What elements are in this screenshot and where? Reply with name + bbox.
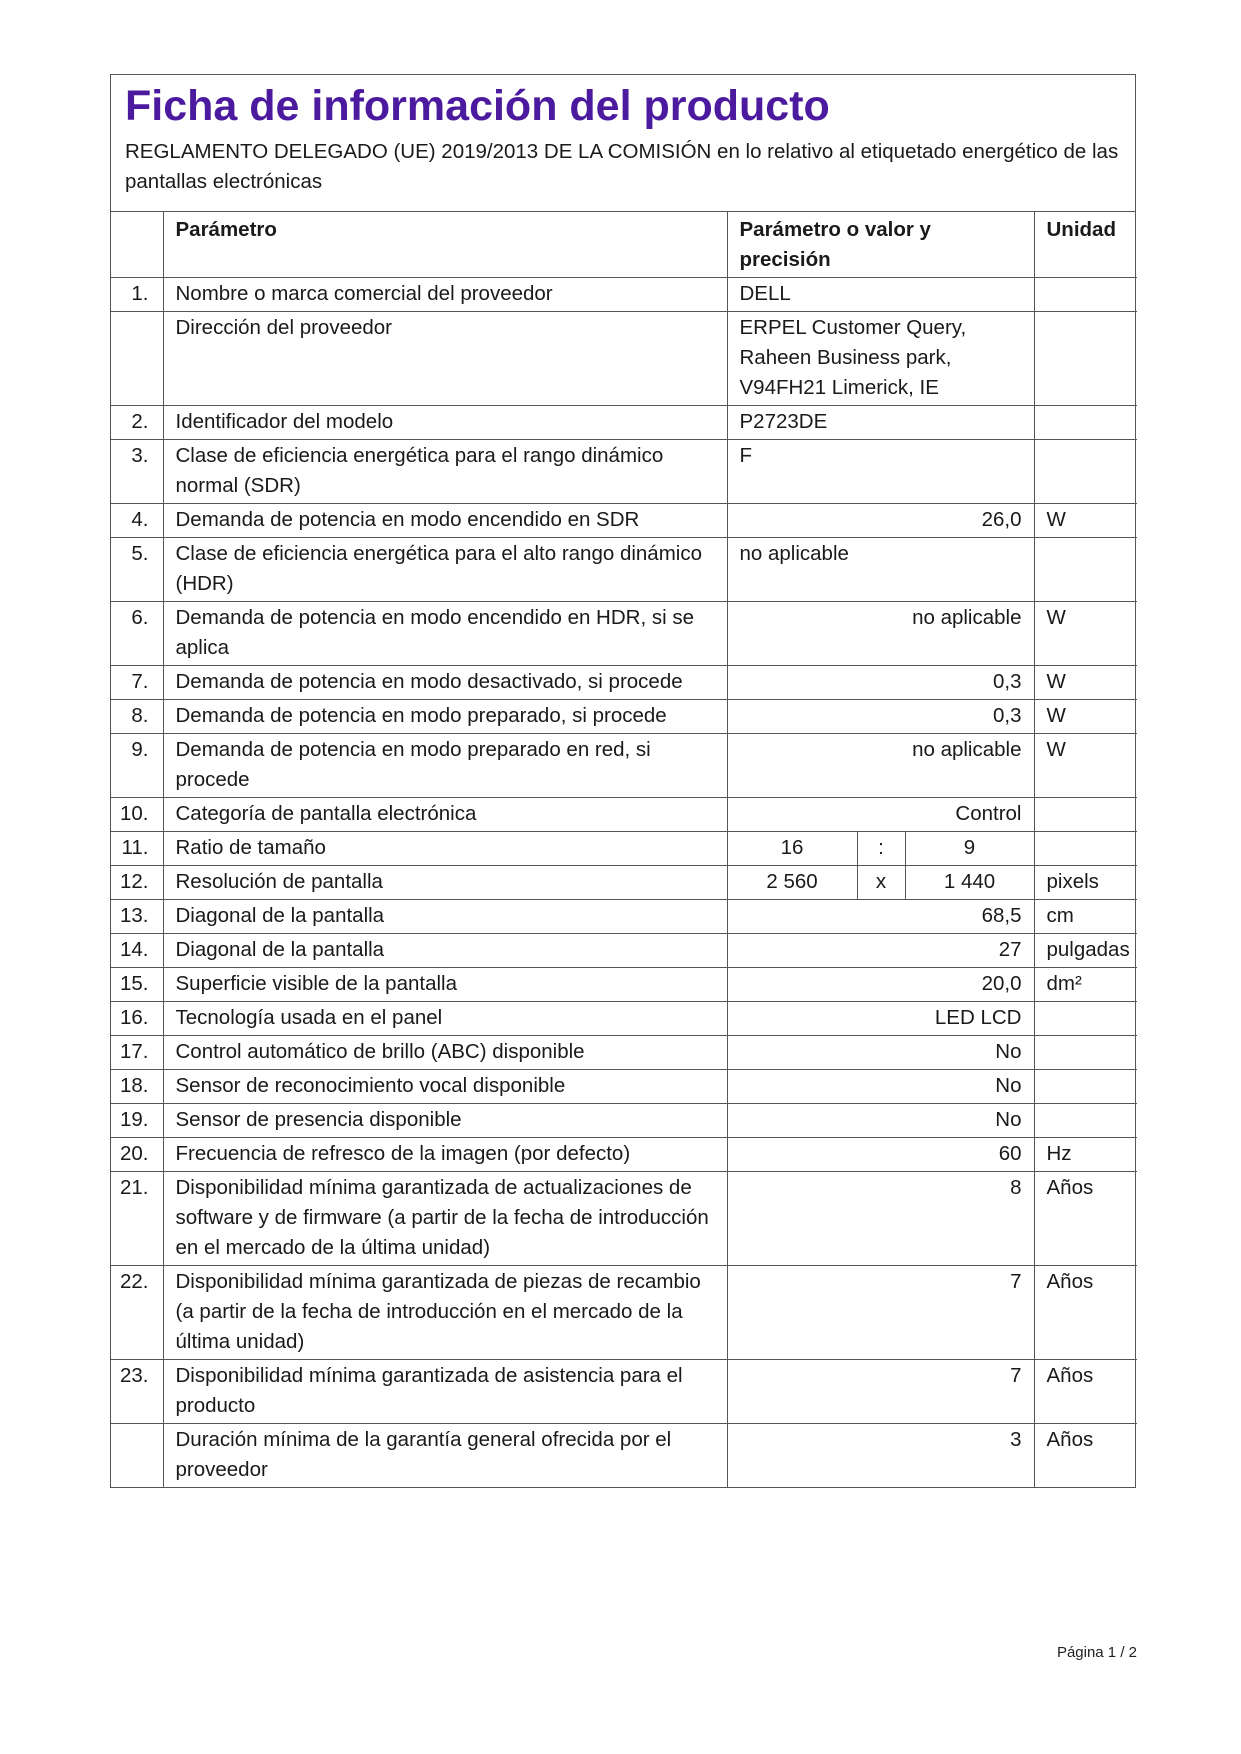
parameter-table xyxy=(111,212,1137,1487)
header-value: Parámetro o valor y precisión xyxy=(727,212,1034,278)
parameter-value: 3 xyxy=(727,1424,1034,1488)
table-row xyxy=(111,278,1137,312)
table-row xyxy=(111,968,1137,1002)
unit xyxy=(1034,312,1137,406)
unit: W xyxy=(1034,602,1137,666)
table-row xyxy=(111,1138,1137,1172)
unit: W xyxy=(1034,666,1137,700)
unit: dm² xyxy=(1034,968,1137,1002)
parameter-label: Demanda de potencia en modo preparado en red, si procede xyxy=(163,734,727,798)
header-parameter: Parámetro xyxy=(163,212,727,278)
table-row xyxy=(111,440,1137,504)
table-row xyxy=(111,1266,1137,1360)
unit: W xyxy=(1034,504,1137,538)
row-number: 17. xyxy=(111,1036,163,1070)
value-part-2: 1 440 xyxy=(905,866,1034,900)
unit xyxy=(1034,1070,1137,1104)
table-row xyxy=(111,866,1137,900)
row-number: 10. xyxy=(111,798,163,832)
parameter-label: Demanda de potencia en modo encendido en SDR xyxy=(163,504,727,538)
parameter-value: 26,0 xyxy=(727,504,1034,538)
table-row xyxy=(111,1360,1137,1424)
table-row xyxy=(111,504,1137,538)
unit: Hz xyxy=(1034,1138,1137,1172)
row-number: 1. xyxy=(111,278,163,312)
row-number: 4. xyxy=(111,504,163,538)
parameter-value: DELL xyxy=(727,278,1034,312)
parameter-value: ERPEL Customer Query, Raheen Business park, V94FH21 Limerick, IE xyxy=(727,312,1034,406)
value-separator: : xyxy=(857,832,905,866)
parameter-label: Disponibilidad mínima garantizada de actualizaciones de software y de firmware (a partir de la fecha de introducción en el mercado de la última unidad) xyxy=(163,1172,727,1266)
table-row xyxy=(111,1172,1137,1266)
row-number: 13. xyxy=(111,900,163,934)
row-number: 14. xyxy=(111,934,163,968)
parameter-label: Sensor de presencia disponible xyxy=(163,1104,727,1138)
parameter-label: Diagonal de la pantalla xyxy=(163,900,727,934)
table-row xyxy=(111,406,1137,440)
parameter-label: Disponibilidad mínima garantizada de piezas de recambio (a partir de la fecha de introducción en el mercado de la última unidad) xyxy=(163,1266,727,1360)
parameter-value: 8 xyxy=(727,1172,1034,1266)
table-row xyxy=(111,934,1137,968)
page-number: Página 1 / 2 xyxy=(1056,1644,1137,1661)
parameter-value: No xyxy=(727,1104,1034,1138)
value-part-1: 2 560 xyxy=(727,866,857,900)
sheet-header xyxy=(111,75,1135,212)
unit: pixels xyxy=(1034,866,1137,900)
parameter-value: No xyxy=(727,1036,1034,1070)
table-row xyxy=(111,1002,1137,1036)
row-number xyxy=(111,312,163,406)
parameter-value: F xyxy=(727,440,1034,504)
table-row xyxy=(111,538,1137,602)
parameter-value: 27 xyxy=(727,934,1034,968)
parameter-label: Categoría de pantalla electrónica xyxy=(163,798,727,832)
parameter-label: Disponibilidad mínima garantizada de asistencia para el producto xyxy=(163,1360,727,1424)
row-number: 16. xyxy=(111,1002,163,1036)
parameter-value: no aplicable xyxy=(727,538,1034,602)
row-number: 8. xyxy=(111,700,163,734)
row-number: 7. xyxy=(111,666,163,700)
unit: pulgadas xyxy=(1034,934,1137,968)
unit xyxy=(1034,440,1137,504)
parameter-label: Demanda de potencia en modo encendido en HDR, si se aplica xyxy=(163,602,727,666)
unit xyxy=(1034,538,1137,602)
regulation-subtitle: REGLAMENTO DELEGADO (UE) 2019/2013 DE LA COMISIÓN en lo relativo al etiquetado energético de las pantallas electrónicas xyxy=(125,140,1119,193)
parameter-label: Resolución de pantalla xyxy=(163,866,727,900)
parameter-label: Demanda de potencia en modo desactivado, si procede xyxy=(163,666,727,700)
table-row xyxy=(111,312,1137,406)
unit xyxy=(1034,798,1137,832)
parameter-value: Control xyxy=(727,798,1034,832)
table-row xyxy=(111,900,1137,934)
unit xyxy=(1034,1002,1137,1036)
row-number: 3. xyxy=(111,440,163,504)
row-number: 21. xyxy=(111,1172,163,1266)
parameter-value: No xyxy=(727,1070,1034,1104)
parameter-label: Nombre o marca comercial del proveedor xyxy=(163,278,727,312)
parameter-value: 20,0 xyxy=(727,968,1034,1002)
parameter-value: 0,3 xyxy=(727,666,1034,700)
parameter-label: Tecnología usada en el panel xyxy=(163,1002,727,1036)
table-row xyxy=(111,734,1137,798)
parameter-value: 60 xyxy=(727,1138,1034,1172)
table-header-row xyxy=(111,212,1137,278)
table-row xyxy=(111,666,1137,700)
parameter-value: 7 xyxy=(727,1266,1034,1360)
row-number: 5. xyxy=(111,538,163,602)
unit xyxy=(1034,832,1137,866)
unit: Años xyxy=(1034,1424,1137,1488)
unit xyxy=(1034,406,1137,440)
row-number: 11. xyxy=(111,832,163,866)
table-row xyxy=(111,1424,1137,1488)
value-part-1: 16 xyxy=(727,832,857,866)
parameter-label: Clase de eficiencia energética para el alto rango dinámico (HDR) xyxy=(163,538,727,602)
table-row xyxy=(111,1036,1137,1070)
parameter-value: P2723DE xyxy=(727,406,1034,440)
parameter-value: no aplicable xyxy=(727,734,1034,798)
parameter-label: Clase de eficiencia energética para el rango dinámico normal (SDR) xyxy=(163,440,727,504)
table-row xyxy=(111,602,1137,666)
parameter-value: 68,5 xyxy=(727,900,1034,934)
parameter-label: Superficie visible de la pantalla xyxy=(163,968,727,1002)
unit: cm xyxy=(1034,900,1137,934)
table-row xyxy=(111,1104,1137,1138)
parameter-label: Demanda de potencia en modo preparado, si procede xyxy=(163,700,727,734)
parameter-label: Duración mínima de la garantía general ofrecida por el proveedor xyxy=(163,1424,727,1488)
row-number: 20. xyxy=(111,1138,163,1172)
header-unit: Unidad xyxy=(1034,212,1137,278)
table-row xyxy=(111,1070,1137,1104)
table-row xyxy=(111,832,1137,866)
row-number: 12. xyxy=(111,866,163,900)
row-number: 23. xyxy=(111,1360,163,1424)
row-number: 6. xyxy=(111,602,163,666)
row-number xyxy=(111,1424,163,1488)
product-information-sheet xyxy=(110,74,1136,1488)
parameter-label: Diagonal de la pantalla xyxy=(163,934,727,968)
table-row xyxy=(111,798,1137,832)
parameter-label: Control automático de brillo (ABC) disponible xyxy=(163,1036,727,1070)
unit: W xyxy=(1034,734,1137,798)
unit xyxy=(1034,1036,1137,1070)
unit: W xyxy=(1034,700,1137,734)
parameter-value: no aplicable xyxy=(727,602,1034,666)
unit: Años xyxy=(1034,1360,1137,1424)
parameter-label: Frecuencia de refresco de la imagen (por defecto) xyxy=(163,1138,727,1172)
parameter-value: LED LCD xyxy=(727,1002,1034,1036)
row-number: 22. xyxy=(111,1266,163,1360)
row-number: 15. xyxy=(111,968,163,1002)
unit xyxy=(1034,278,1137,312)
page-title: Ficha de información del producto xyxy=(125,82,830,130)
parameter-label: Sensor de reconocimiento vocal disponible xyxy=(163,1070,727,1104)
header-num xyxy=(111,212,163,278)
parameter-value: 0,3 xyxy=(727,700,1034,734)
value-separator: x xyxy=(857,866,905,900)
row-number: 18. xyxy=(111,1070,163,1104)
parameter-label: Dirección del proveedor xyxy=(163,312,727,406)
value-part-2: 9 xyxy=(905,832,1034,866)
parameter-value: 7 xyxy=(727,1360,1034,1424)
table-row xyxy=(111,700,1137,734)
parameter-label: Identificador del modelo xyxy=(163,406,727,440)
parameter-label: Ratio de tamaño xyxy=(163,832,727,866)
row-number: 9. xyxy=(111,734,163,798)
row-number: 2. xyxy=(111,406,163,440)
unit: Años xyxy=(1034,1172,1137,1266)
row-number: 19. xyxy=(111,1104,163,1138)
unit: Años xyxy=(1034,1266,1137,1360)
unit xyxy=(1034,1104,1137,1138)
